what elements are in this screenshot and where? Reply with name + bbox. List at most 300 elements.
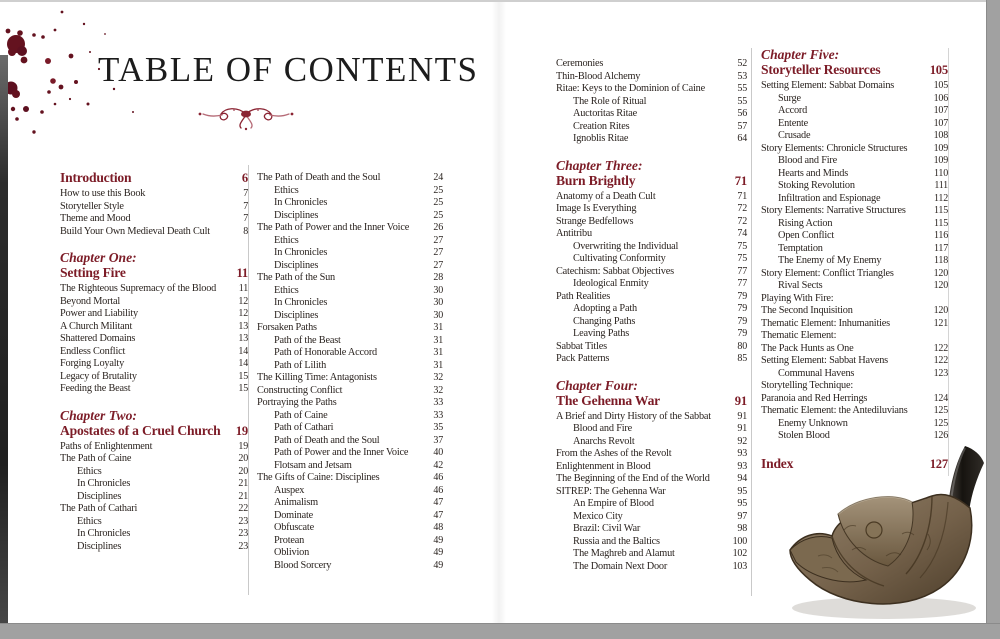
entry-page-number: 107	[933, 105, 948, 116]
entry-page-number: 12	[238, 295, 248, 307]
entry-label: A Church Militant	[60, 320, 133, 332]
toc-chapter-heading	[556, 379, 747, 393]
entry-page-number: 109	[933, 155, 948, 166]
toc-entry	[556, 411, 747, 424]
entry-label: The Pack Hunts as One	[761, 342, 854, 354]
toc-entry	[761, 155, 948, 168]
entry-page-number: 33	[433, 409, 443, 421]
toc-entry	[761, 355, 948, 368]
toc-entry	[556, 448, 747, 461]
entry-page-number: 85	[737, 353, 747, 364]
entry-page-number: 21	[238, 478, 248, 489]
toc-chapter-heading	[60, 423, 248, 439]
entry-page-number: 109	[933, 142, 948, 154]
toc-entry	[761, 405, 948, 418]
toc-entry	[257, 435, 443, 448]
toc-entry	[761, 243, 948, 256]
toc-entry	[60, 333, 248, 346]
toc-entry	[257, 560, 443, 573]
toc-entry	[257, 385, 443, 398]
entry-label: Story Elements: Chronicle Structures	[761, 142, 908, 154]
entry-page-number: 55	[737, 95, 747, 107]
entry-label: Burn Brightly	[556, 172, 636, 188]
toc-entry	[556, 108, 747, 121]
entry-label: Anatomy of a Death Cult	[556, 190, 656, 202]
entry-page-number: 56	[737, 108, 747, 119]
toc-entry	[556, 328, 747, 341]
entry-label: Storyteller Style	[60, 200, 124, 212]
toc-entry	[257, 397, 443, 410]
entry-page-number: 120	[933, 280, 948, 291]
entry-label: Paranoia and Red Herrings	[761, 392, 868, 404]
toc-entry	[257, 485, 443, 498]
entry-label: Accord	[778, 105, 808, 116]
entry-label: Apostates of a Cruel Church	[60, 422, 221, 438]
entry-label: Storytelling Technique:	[761, 380, 854, 391]
entry-page-number: 30	[433, 284, 443, 296]
entry-label: Paths of Enlightenment	[60, 440, 153, 452]
entry-label: Playing With Fire:	[761, 292, 834, 304]
toc-entry	[60, 466, 248, 479]
toc-entry	[556, 523, 747, 536]
toc-entry	[556, 58, 747, 71]
toc-entry	[60, 503, 248, 516]
entry-label: Ethics	[274, 234, 299, 246]
toc-entry	[556, 133, 747, 146]
entry-label: Path of Honorable Accord	[274, 347, 378, 358]
entry-label: Disciplines	[274, 259, 319, 271]
entry-page-number: 93	[737, 460, 747, 472]
entry-page-number: 13	[238, 333, 248, 344]
entry-page-number: 47	[433, 509, 443, 521]
entry-label: An Empire of Blood	[573, 498, 654, 509]
toc-entry	[556, 436, 747, 449]
entry-label: Flotsam and Jetsam	[274, 459, 352, 471]
toc-entry	[257, 547, 443, 560]
entry-page-number: 15	[238, 383, 248, 394]
entry-page-number: 92	[737, 435, 747, 447]
entry-page-number: 103	[732, 560, 747, 572]
entry-page-number: 91	[737, 423, 747, 434]
entry-label: The Domain Next Door	[573, 560, 668, 572]
entry-label: Disciplines	[274, 309, 319, 321]
entry-label: Path of Cathari	[274, 422, 334, 433]
entry-page-number: 47	[433, 497, 443, 508]
entry-label: Ideological Enmity	[573, 278, 649, 289]
entry-label: Path Realities	[556, 290, 611, 302]
entry-page-number: 120	[933, 267, 948, 279]
entry-page-number: 122	[933, 355, 948, 366]
toc-entry	[761, 280, 948, 293]
entry-label: Disciplines	[274, 209, 319, 221]
entry-page-number: 77	[737, 265, 747, 277]
entry-page-number: 23	[238, 515, 248, 527]
toc-entry	[257, 285, 443, 298]
toc-entry	[556, 216, 747, 229]
entry-label: In Chronicles	[274, 297, 328, 308]
entry-label: Setting Element: Sabbat Domains	[761, 80, 895, 91]
toc-entry	[60, 383, 248, 396]
entry-page-number: 31	[433, 322, 443, 333]
entry-label: Strange Bedfellows	[556, 215, 634, 227]
toc-entry	[257, 297, 443, 310]
entry-page-number: 26	[433, 222, 443, 233]
entry-page-number: 125	[933, 417, 948, 429]
entry-label: Sabbat Titles	[556, 340, 607, 352]
entry-page-number: 31	[433, 334, 443, 346]
toc-entry	[556, 511, 747, 524]
entry-label: Forging Loyalty	[60, 358, 125, 369]
entry-page-number: 80	[737, 340, 747, 352]
toc-entry	[257, 522, 443, 535]
entry-label: Endless Conflict	[60, 345, 126, 357]
entry-label: The Righteous Supremacy of the Blood	[60, 283, 217, 294]
entry-label: SITREP: The Gehenna War	[556, 485, 666, 497]
toc-entry	[60, 308, 248, 321]
page-edge-right	[986, 0, 1000, 639]
entry-label: Beyond Mortal	[60, 295, 121, 307]
entry-page-number: 33	[433, 397, 443, 408]
entry-page-number: 11	[238, 283, 248, 294]
entry-label: Communal Havens	[778, 367, 855, 379]
toc-entry	[556, 203, 747, 216]
entry-label: Thematic Element:	[761, 330, 837, 341]
toc-entry	[761, 105, 948, 118]
entry-page-number: 120	[933, 305, 948, 316]
entry-label: Path of Caine	[274, 409, 328, 421]
entry-page-number: 105	[929, 63, 948, 77]
entry-label: Enemy Unknown	[778, 417, 848, 429]
toc-entry	[556, 278, 747, 291]
toc-entry	[60, 201, 248, 214]
entry-label: Build Your Own Medieval Death Cult	[60, 225, 210, 237]
entry-label: Storyteller Resources	[761, 62, 881, 77]
toc-entry	[257, 460, 443, 473]
entry-label: Crusade	[778, 130, 811, 141]
toc-chapter-heading	[556, 393, 747, 409]
entry-page-number: 122	[933, 342, 948, 354]
entry-label: Ethics	[274, 184, 299, 196]
entry-label: Infiltration and Espionage	[778, 192, 881, 204]
entry-label: Blood Sorcery	[274, 559, 332, 571]
toc-entry	[257, 260, 443, 273]
entry-page-number: 35	[433, 422, 443, 433]
entry-label: Auspex	[274, 484, 305, 496]
entry-label: Auctoritas Ritae	[573, 108, 637, 119]
entry-page-number: 15	[238, 370, 248, 382]
entry-page-number: 40	[433, 447, 443, 458]
toc-entry	[556, 121, 747, 134]
horn-artifact-image	[782, 438, 994, 628]
entry-page-number: 74	[737, 228, 747, 239]
entry-label: Image Is Everything	[556, 203, 637, 214]
entry-label: Oblivion	[274, 547, 310, 558]
entry-page-number: 117	[933, 242, 948, 254]
page-edge-left	[0, 55, 8, 639]
toc-entry	[257, 322, 443, 335]
toc-entry	[556, 498, 747, 511]
toc-entry	[761, 380, 948, 393]
entry-label: Path of Lilith	[274, 359, 327, 371]
toc-entry	[556, 241, 747, 254]
entry-page-number: 94	[737, 473, 747, 484]
entry-label: Stoking Revolution	[778, 180, 855, 191]
entry-page-number: 97	[737, 510, 747, 522]
column-divider	[248, 165, 249, 595]
toc-entry	[257, 247, 443, 260]
entry-label: In Chronicles	[77, 528, 131, 539]
entry-label: In Chronicles	[77, 478, 131, 489]
entry-page-number: 52	[737, 58, 747, 69]
entry-page-number: 22	[238, 503, 248, 514]
toc-entry	[761, 368, 948, 381]
entry-page-number: 30	[433, 309, 443, 321]
toc-entry	[761, 255, 948, 268]
entry-label: Portraying the Paths	[257, 397, 337, 408]
toc-column-left-2	[257, 172, 443, 572]
entry-page-number: 7	[243, 188, 248, 199]
entry-label: Forsaken Paths	[257, 322, 317, 333]
toc-entry	[556, 423, 747, 436]
toc-entry	[761, 205, 948, 218]
entry-label: Shattered Domains	[60, 333, 136, 344]
entry-label: Ceremonies	[556, 58, 604, 69]
toc-entry	[257, 510, 443, 523]
entry-label: Chapter Two:	[60, 407, 137, 423]
entry-label: Setting Fire	[60, 265, 126, 280]
toc-column-right-1	[556, 58, 747, 573]
entry-label: The Gifts of Caine: Disciplines	[257, 472, 380, 483]
toc-entry	[556, 473, 747, 486]
entry-page-number: 49	[433, 547, 443, 558]
entry-label: The Second Inquisition	[761, 305, 853, 316]
toc-entry	[60, 213, 248, 226]
entry-label: Pack Patterns	[556, 353, 610, 364]
entry-page-number: 91	[737, 410, 747, 422]
entry-page-number: 100	[732, 535, 747, 547]
toc-entry	[556, 253, 747, 266]
entry-label: The Path of Death and the Soul	[257, 172, 381, 183]
entry-label: Constructing Conflict	[257, 384, 343, 396]
entry-page-number: 115	[933, 205, 948, 216]
toc-entry	[257, 172, 443, 185]
toc-chapter-heading	[556, 173, 747, 189]
toc-entry	[761, 93, 948, 106]
toc-entry	[761, 393, 948, 406]
column-divider	[751, 48, 752, 596]
toc-entry	[60, 296, 248, 309]
entry-page-number: 25	[433, 184, 443, 196]
entry-label: Theme and Mood	[60, 213, 131, 224]
entry-label: The Path of Caine	[60, 453, 132, 464]
toc-entry	[761, 293, 948, 306]
entry-label: Chapter Three:	[556, 157, 643, 173]
toc-entry	[556, 461, 747, 474]
entry-page-number: 98	[737, 523, 747, 534]
toc-entry	[761, 80, 948, 93]
entry-page-number: 7	[243, 213, 248, 224]
entry-label: The Killing Time: Antagonists	[257, 372, 377, 383]
entry-label: The Gehenna War	[556, 392, 661, 408]
entry-label: In Chronicles	[274, 197, 328, 208]
entry-page-number: 23	[238, 540, 248, 552]
toc-entry	[257, 372, 443, 385]
entry-page-number: 127	[929, 456, 948, 471]
toc-entry	[257, 222, 443, 235]
entry-page-number: 95	[737, 498, 747, 509]
entry-page-number: 118	[933, 255, 948, 266]
entry-page-number: 46	[433, 484, 443, 496]
page-title: TABLE OF CONTENTS	[98, 50, 479, 89]
toc-entry	[761, 118, 948, 131]
toc-entry	[761, 180, 948, 193]
entry-label: Introduction	[60, 170, 132, 185]
entry-page-number: 32	[433, 372, 443, 383]
toc-chapter-heading	[60, 170, 248, 186]
toc-entry	[257, 472, 443, 485]
toc-entry	[60, 346, 248, 359]
entry-label: Stolen Blood	[778, 430, 830, 441]
entry-page-number: 115	[933, 217, 948, 229]
toc-entry	[556, 291, 747, 304]
entry-page-number: 8	[243, 225, 248, 237]
toc-entry	[60, 321, 248, 334]
entry-page-number: 23	[238, 528, 248, 539]
entry-label: Enlightenment in Blood	[556, 460, 651, 472]
entry-page-number: 75	[737, 240, 747, 252]
page-edge-top	[0, 0, 1000, 2]
entry-page-number: 30	[433, 297, 443, 308]
toc-entry	[556, 486, 747, 499]
toc-entry	[60, 491, 248, 504]
toc-column-left-1	[60, 170, 248, 553]
toc-chapter-heading	[60, 409, 248, 423]
toc-chapter-heading	[761, 48, 948, 62]
entry-label: The Path of the Sun	[257, 272, 335, 283]
entry-label: Ignoblis Ritae	[573, 133, 629, 144]
toc-entry	[257, 410, 443, 423]
toc-entry	[60, 516, 248, 529]
column-divider	[948, 48, 949, 476]
entry-label: Entente	[778, 117, 809, 129]
toc-entry	[257, 197, 443, 210]
entry-page-number: 93	[737, 448, 747, 459]
entry-page-number: 24	[433, 172, 443, 183]
entry-page-number: 102	[732, 548, 747, 559]
toc-entry	[257, 272, 443, 285]
entry-label: Open Conflict	[778, 230, 835, 241]
entry-page-number: 49	[433, 559, 443, 571]
entry-label: Animalism	[274, 497, 318, 508]
entry-label: A Brief and Dirty History of the Sabbat	[556, 410, 711, 422]
toc-entry	[761, 143, 948, 156]
entry-label: Blood and Fire	[778, 155, 837, 166]
entry-page-number: 79	[737, 315, 747, 327]
toc-entry	[761, 130, 948, 143]
toc-entry	[761, 330, 948, 343]
toc-entry	[60, 541, 248, 554]
entry-label: Ritae: Keys to the Dominion of Caine	[556, 83, 705, 94]
entry-label: The Enemy of My Enemy	[778, 255, 882, 266]
toc-entry	[60, 283, 248, 296]
entry-page-number: 125	[933, 405, 948, 416]
entry-label: The Path of Cathari	[60, 503, 138, 514]
entry-label: Thematic Element: the Antediluvians	[761, 405, 908, 416]
toc-entry	[257, 347, 443, 360]
entry-page-number: 55	[737, 83, 747, 94]
entry-page-number: 27	[433, 247, 443, 258]
toc-entry	[556, 353, 747, 366]
toc-entry	[257, 185, 443, 198]
entry-page-number: 31	[433, 359, 443, 371]
entry-label: Changing Paths	[573, 315, 636, 327]
toc-entry	[257, 447, 443, 460]
entry-label: The Beginning of the End of the World	[556, 473, 710, 484]
toc-entry	[257, 210, 443, 223]
entry-page-number: 20	[238, 465, 248, 477]
entry-label: Russia and the Baltics	[573, 535, 660, 547]
entry-page-number: 48	[433, 522, 443, 533]
entry-label: Thin-Blood Alchemy	[556, 70, 641, 82]
toc-entry	[556, 536, 747, 549]
entry-label: Antitribu	[556, 228, 592, 239]
entry-label: Story Element: Conflict Triangles	[761, 267, 894, 279]
entry-page-number: 105	[933, 80, 948, 91]
page-gutter-shadow	[492, 0, 506, 639]
entry-label: Overwriting the Individual	[573, 240, 679, 252]
entry-label: Surge	[778, 92, 801, 104]
toc-entry	[761, 268, 948, 281]
toc-entry	[60, 226, 248, 239]
entry-page-number: 79	[737, 290, 747, 302]
entry-label: How to use this Book	[60, 188, 146, 199]
entry-label: Blood and Fire	[573, 423, 632, 434]
entry-page-number: 116	[933, 230, 948, 241]
entry-page-number: 123	[933, 367, 948, 379]
toc-entry	[761, 218, 948, 231]
entry-label: Ethics	[274, 284, 299, 296]
toc-entry	[556, 228, 747, 241]
entry-page-number: 37	[433, 434, 443, 446]
entry-label: Protean	[274, 534, 305, 546]
entry-page-number: 57	[737, 120, 747, 132]
entry-label: Leaving Paths	[573, 328, 630, 339]
entry-label: Thematic Element: Inhumanities	[761, 317, 890, 329]
entry-label: Obfuscate	[274, 522, 314, 533]
toc-entry	[257, 535, 443, 548]
entry-page-number: 79	[737, 303, 747, 314]
entry-page-number: 111	[934, 180, 948, 191]
entry-page-number: 49	[433, 534, 443, 546]
entry-page-number: 110	[933, 167, 948, 179]
toc-entry	[60, 453, 248, 466]
entry-page-number: 14	[238, 345, 248, 357]
entry-label: Setting Element: Sabbat Havens	[761, 355, 888, 366]
entry-page-number: 19	[235, 423, 248, 438]
entry-label: Chapter Five:	[761, 47, 840, 62]
entry-page-number: 75	[737, 253, 747, 264]
entry-page-number: 79	[737, 328, 747, 339]
entry-label: Chapter One:	[60, 250, 137, 265]
toc-entry	[556, 341, 747, 354]
entry-label: Power and Liability	[60, 308, 138, 319]
entry-page-number: 121	[933, 317, 948, 329]
entry-page-number: 124	[933, 392, 948, 404]
toc-entry	[60, 358, 248, 371]
toc-entry	[556, 561, 747, 574]
toc-entry	[556, 266, 747, 279]
toc-entry	[761, 318, 948, 331]
